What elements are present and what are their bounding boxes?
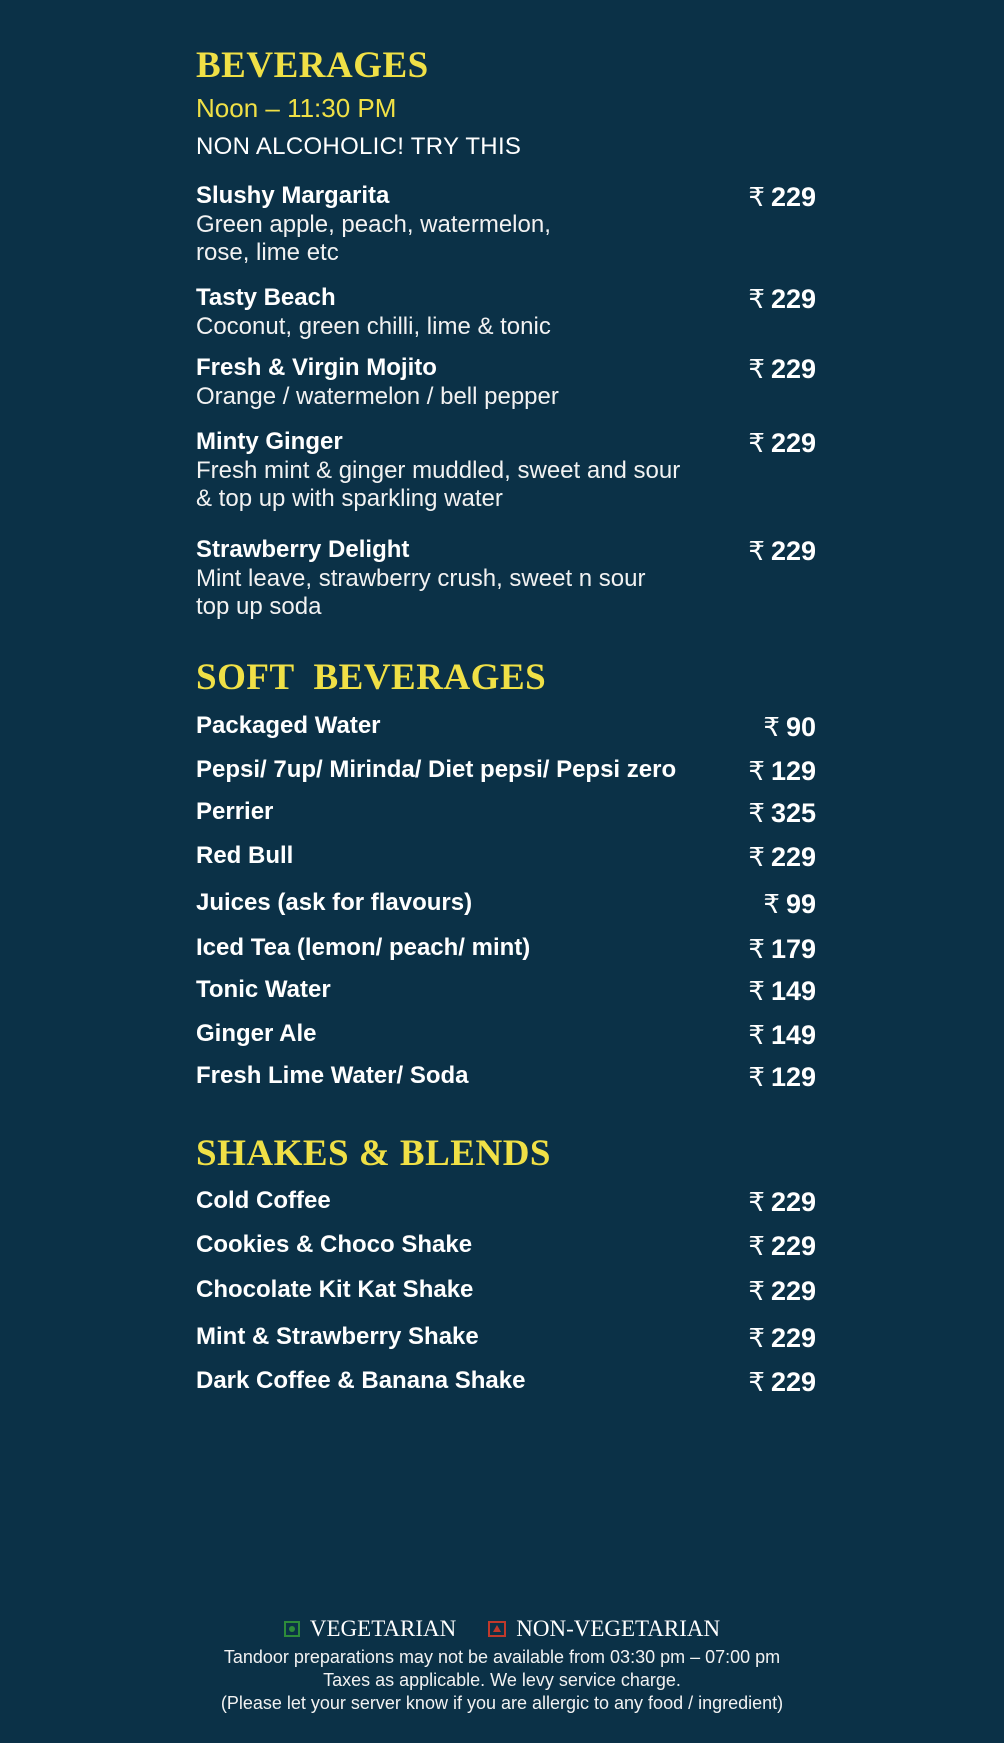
price-value: 129	[770, 756, 816, 786]
menu-item	[196, 353, 816, 411]
rupee-symbol: ₹	[763, 712, 780, 742]
price-value: 229	[770, 842, 816, 872]
price-value: 149	[770, 976, 816, 1006]
item-price	[748, 1061, 816, 1093]
item-name: Iced Tea (lemon/ peach/ mint)	[196, 934, 531, 961]
item-price	[748, 1019, 816, 1051]
veg-icon	[284, 1621, 300, 1637]
menu-item	[196, 711, 816, 741]
price-value: 129	[770, 1062, 816, 1092]
item-price	[748, 283, 816, 315]
item-price	[763, 711, 816, 743]
rupee-symbol: ₹	[748, 798, 765, 828]
item-name: Cookies & Choco Shake	[196, 1231, 473, 1258]
menu-item	[196, 427, 816, 513]
rupee-symbol: ₹	[748, 1020, 765, 1050]
rupee-symbol: ₹	[748, 1323, 765, 1353]
item-name: Pepsi/ 7up/ Mirinda/ Diet pepsi/ Pepsi zero	[196, 756, 677, 783]
item-description-line: Green apple, peach, watermelon,	[196, 211, 551, 238]
rupee-symbol: ₹	[748, 1062, 765, 1092]
item-name: Fresh & Virgin Mojito	[196, 354, 437, 381]
footnote-taxes: Taxes as applicable. We levy service charge.	[323, 1670, 681, 1690]
item-description-line: top up soda	[196, 593, 322, 620]
item-price	[748, 933, 816, 965]
item-description-line: & top up with sparkling water	[196, 485, 503, 512]
item-name: Ginger Ale	[196, 1020, 317, 1047]
section-title-shakes-blends: SHAKES & BLENDS	[196, 1133, 551, 1174]
item-name: Dark Coffee & Banana Shake	[196, 1367, 526, 1394]
menu-item	[196, 1322, 816, 1352]
item-description	[196, 383, 716, 411]
price-value: 229	[770, 1323, 816, 1353]
rupee-symbol: ₹	[748, 284, 765, 314]
section-title-soft-beverages: SOFT BEVERAGES	[196, 657, 547, 698]
menu-footer	[0, 1616, 1004, 1715]
item-description-line: Fresh mint & ginger muddled, sweet and sour	[196, 457, 681, 484]
item-name: Minty Ginger	[196, 428, 343, 455]
item-price	[763, 888, 816, 920]
price-value: 229	[770, 1187, 816, 1217]
item-price	[748, 975, 816, 1007]
menu-item	[196, 1230, 816, 1260]
item-description-line: Orange / watermelon / bell pepper	[196, 383, 559, 410]
menu-item	[196, 933, 816, 963]
rupee-symbol: ₹	[748, 1276, 765, 1306]
rupee-symbol: ₹	[763, 889, 780, 919]
price-value: 229	[770, 428, 816, 458]
item-price	[748, 797, 816, 829]
veg-label: VEGETARIAN	[309, 1616, 457, 1641]
menu-item	[196, 797, 816, 827]
item-price	[748, 1322, 816, 1354]
price-value: 229	[770, 536, 816, 566]
beverages-subheading: NON ALCOHOLIC! TRY THIS	[196, 133, 522, 160]
price-value: 99	[785, 889, 816, 919]
menu-item	[196, 888, 816, 918]
item-price	[748, 1230, 816, 1262]
item-name: Chocolate Kit Kat Shake	[196, 1276, 474, 1303]
menu-item	[196, 1366, 816, 1396]
nonveg-label: NON-VEGETARIAN	[516, 1616, 721, 1641]
rupee-symbol: ₹	[748, 934, 765, 964]
item-name: Slushy Margarita	[196, 182, 390, 209]
item-price	[748, 535, 816, 567]
item-price	[748, 181, 816, 213]
rupee-symbol: ₹	[748, 536, 765, 566]
item-name: Fresh Lime Water/ Soda	[196, 1062, 469, 1089]
price-value: 149	[770, 1020, 816, 1050]
item-name: Packaged Water	[196, 712, 381, 739]
price-value: 229	[770, 1231, 816, 1261]
price-value: 229	[770, 1367, 816, 1397]
price-value: 90	[785, 712, 816, 742]
item-name: Cold Coffee	[196, 1187, 331, 1214]
item-price	[748, 1186, 816, 1218]
rupee-symbol: ₹	[748, 756, 765, 786]
menu-item	[196, 283, 816, 341]
rupee-symbol: ₹	[748, 1187, 765, 1217]
price-value: 229	[770, 284, 816, 314]
menu-item	[196, 1186, 816, 1216]
menu-item	[196, 755, 816, 785]
menu-item	[196, 181, 816, 267]
rupee-symbol: ₹	[748, 1231, 765, 1261]
item-description-line: rose, lime etc	[196, 239, 339, 266]
item-description	[196, 457, 716, 513]
menu-item	[196, 1275, 816, 1305]
beverages-hours: Noon – 11:30 PM	[196, 93, 397, 123]
price-value: 229	[770, 354, 816, 384]
price-value: 325	[770, 798, 816, 828]
item-name: Perrier	[196, 798, 274, 825]
rupee-symbol: ₹	[748, 1367, 765, 1397]
item-description	[196, 211, 716, 267]
item-name: Tonic Water	[196, 976, 331, 1003]
item-price	[748, 841, 816, 873]
item-price	[748, 755, 816, 787]
item-name: Juices (ask for flavours)	[196, 889, 473, 916]
item-description-line: Mint leave, strawberry crush, sweet n sour	[196, 565, 646, 592]
price-value: 229	[770, 1276, 816, 1306]
rupee-symbol: ₹	[748, 842, 765, 872]
item-name: Red Bull	[196, 842, 294, 869]
price-value: 229	[770, 182, 816, 212]
menu-item	[196, 1019, 816, 1049]
item-name: Mint & Strawberry Shake	[196, 1323, 479, 1350]
item-description-line: Coconut, green chilli, lime & tonic	[196, 313, 551, 340]
item-description	[196, 565, 716, 621]
item-name: Strawberry Delight	[196, 536, 410, 563]
section-title-beverages: BEVERAGES	[196, 45, 429, 86]
menu-item	[196, 841, 816, 871]
item-name: Tasty Beach	[196, 284, 336, 311]
price-value: 179	[770, 934, 816, 964]
item-price	[748, 427, 816, 459]
menu-item	[196, 1061, 816, 1091]
nonveg-icon	[488, 1621, 506, 1637]
item-price	[748, 353, 816, 385]
item-price	[748, 1366, 816, 1398]
diet-legend	[284, 1616, 720, 1642]
rupee-symbol: ₹	[748, 976, 765, 1006]
footnote-tandoor: Tandoor preparations may not be available from 03:30 pm – 07:00 pm	[223, 1647, 781, 1667]
menu-item	[196, 535, 816, 621]
item-description	[196, 313, 716, 341]
rupee-symbol: ₹	[748, 428, 765, 458]
menu-item	[196, 975, 816, 1005]
rupee-symbol: ₹	[748, 182, 765, 212]
footnote-allergy: (Please let your server know if you are allergic to any food / ingredient)	[220, 1693, 784, 1713]
item-price	[748, 1275, 816, 1307]
rupee-symbol: ₹	[748, 354, 765, 384]
